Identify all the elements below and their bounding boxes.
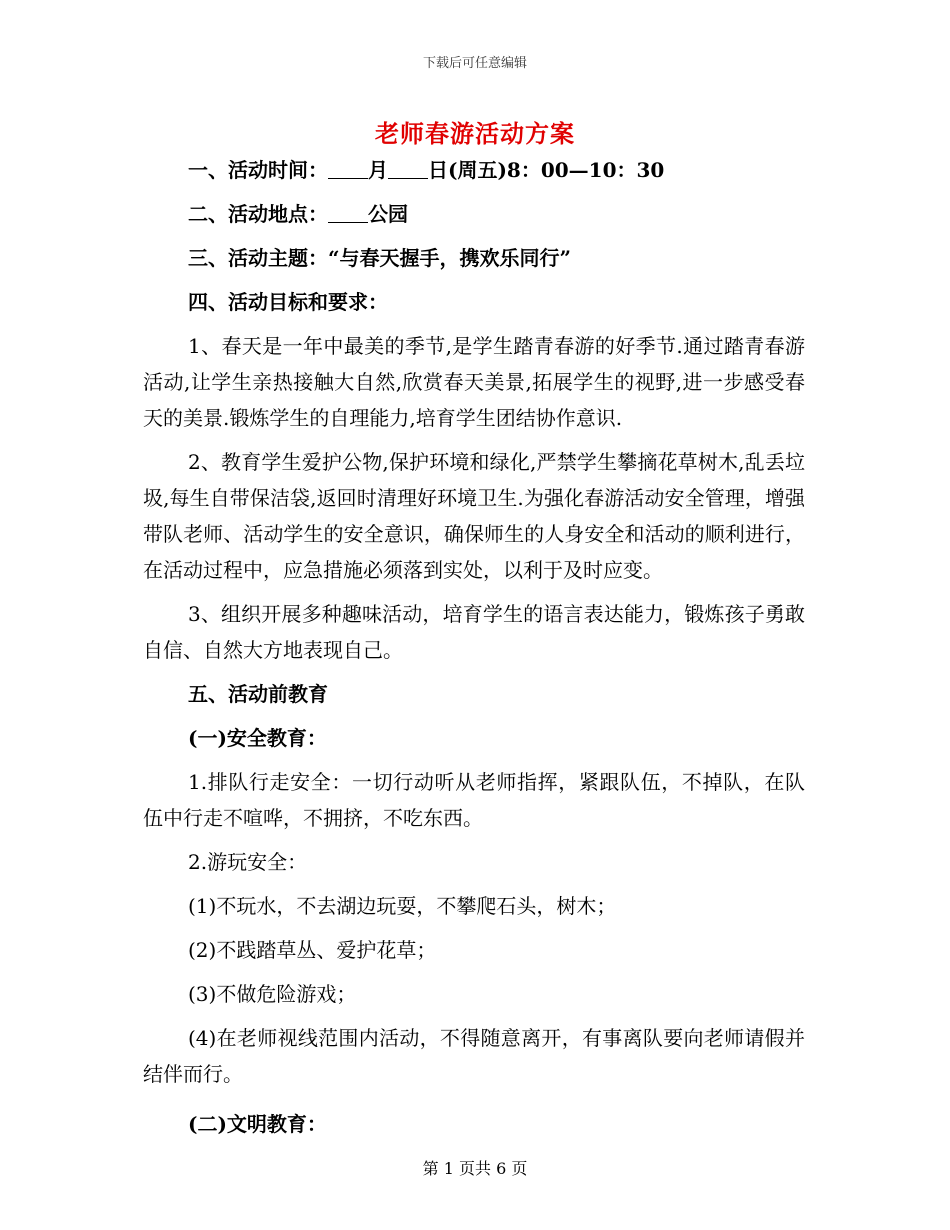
- item-queue-safety: 1.排队行走安全：一切行动听从老师指挥，紧跟队伍，不掉队，在队伍中行走不喧哗，不拥挤，不吃东西。: [143, 770, 805, 830]
- activity-place-rest: 公园: [368, 202, 408, 226]
- item-play-safety-4: (4)在老师视线范围内活动，不得随意离开，有事离队要向老师请假并结伴而行。: [143, 1026, 805, 1086]
- document-body: [143, 152, 805, 1142]
- subsection-safety-education: (一)安全教育：: [188, 726, 327, 750]
- section-goals-heading: 四、活动目标和要求：: [188, 290, 388, 314]
- month-text: 月: [368, 158, 388, 182]
- goal-paragraph-2: 2、教育学生爱护公物,保护环境和绿化,严禁学生攀摘花草树木,乱丢垃圾,每生自带保洁袋,返回时清理好环境卫生.为强化春游活动安全管理，增强带队老师、活动学生的安全意识，确保师生的人身安全和活动的顺利进行，在活动过程中，应急措施必须落到实处，以利于及时应变。: [143, 450, 805, 582]
- section-pre-education-heading: 五、活动前教育: [188, 682, 328, 706]
- month-blank: [328, 156, 368, 179]
- section-activity-place: [143, 196, 805, 232]
- page-footer: 第 1 页共 6 页: [422, 1159, 528, 1178]
- goal-paragraph-1: 1、春天是一年中最美的季节,是学生踏青春游的好季节.通过踏青春游活动,让学生亲热接触大自然,欣赏春天美景,拓展学生的视野,进一步感受春天的美景.锻炼学生的自理能力,培育学生团结协作意识.: [143, 334, 805, 430]
- activity-time-label: 一、活动时间：: [188, 158, 328, 182]
- item-play-safety-2: (2)不践踏草丛、爱护花草；: [188, 938, 437, 962]
- goal-paragraph-3: 3、组织开展多种趣味活动，培育学生的语言表达能力，锻炼孩子勇敢自信、自然大方地表现自己。: [143, 602, 805, 662]
- section-activity-time: [143, 152, 805, 188]
- activity-time-rest: 日(周五)8：00—10：30: [428, 158, 665, 182]
- item-play-safety: 2.游玩安全：: [188, 850, 308, 874]
- document-title: 老师春游活动方案: [375, 119, 575, 148]
- item-play-safety-3: (3)不做危险游戏；: [188, 982, 357, 1006]
- activity-place-label: 二、活动地点：: [188, 202, 328, 226]
- day-blank: [388, 156, 428, 179]
- section-activity-theme: 三、活动主题：“与春天握手，携欢乐同行”: [188, 246, 572, 270]
- item-play-safety-1: (1)不玩水，不去湖边玩耍，不攀爬石头，树木；: [188, 894, 617, 918]
- place-blank: [328, 200, 368, 223]
- subsection-civility-education: (二)文明教育：: [188, 1112, 327, 1136]
- page-header-note: 下载后可任意编辑: [422, 56, 527, 71]
